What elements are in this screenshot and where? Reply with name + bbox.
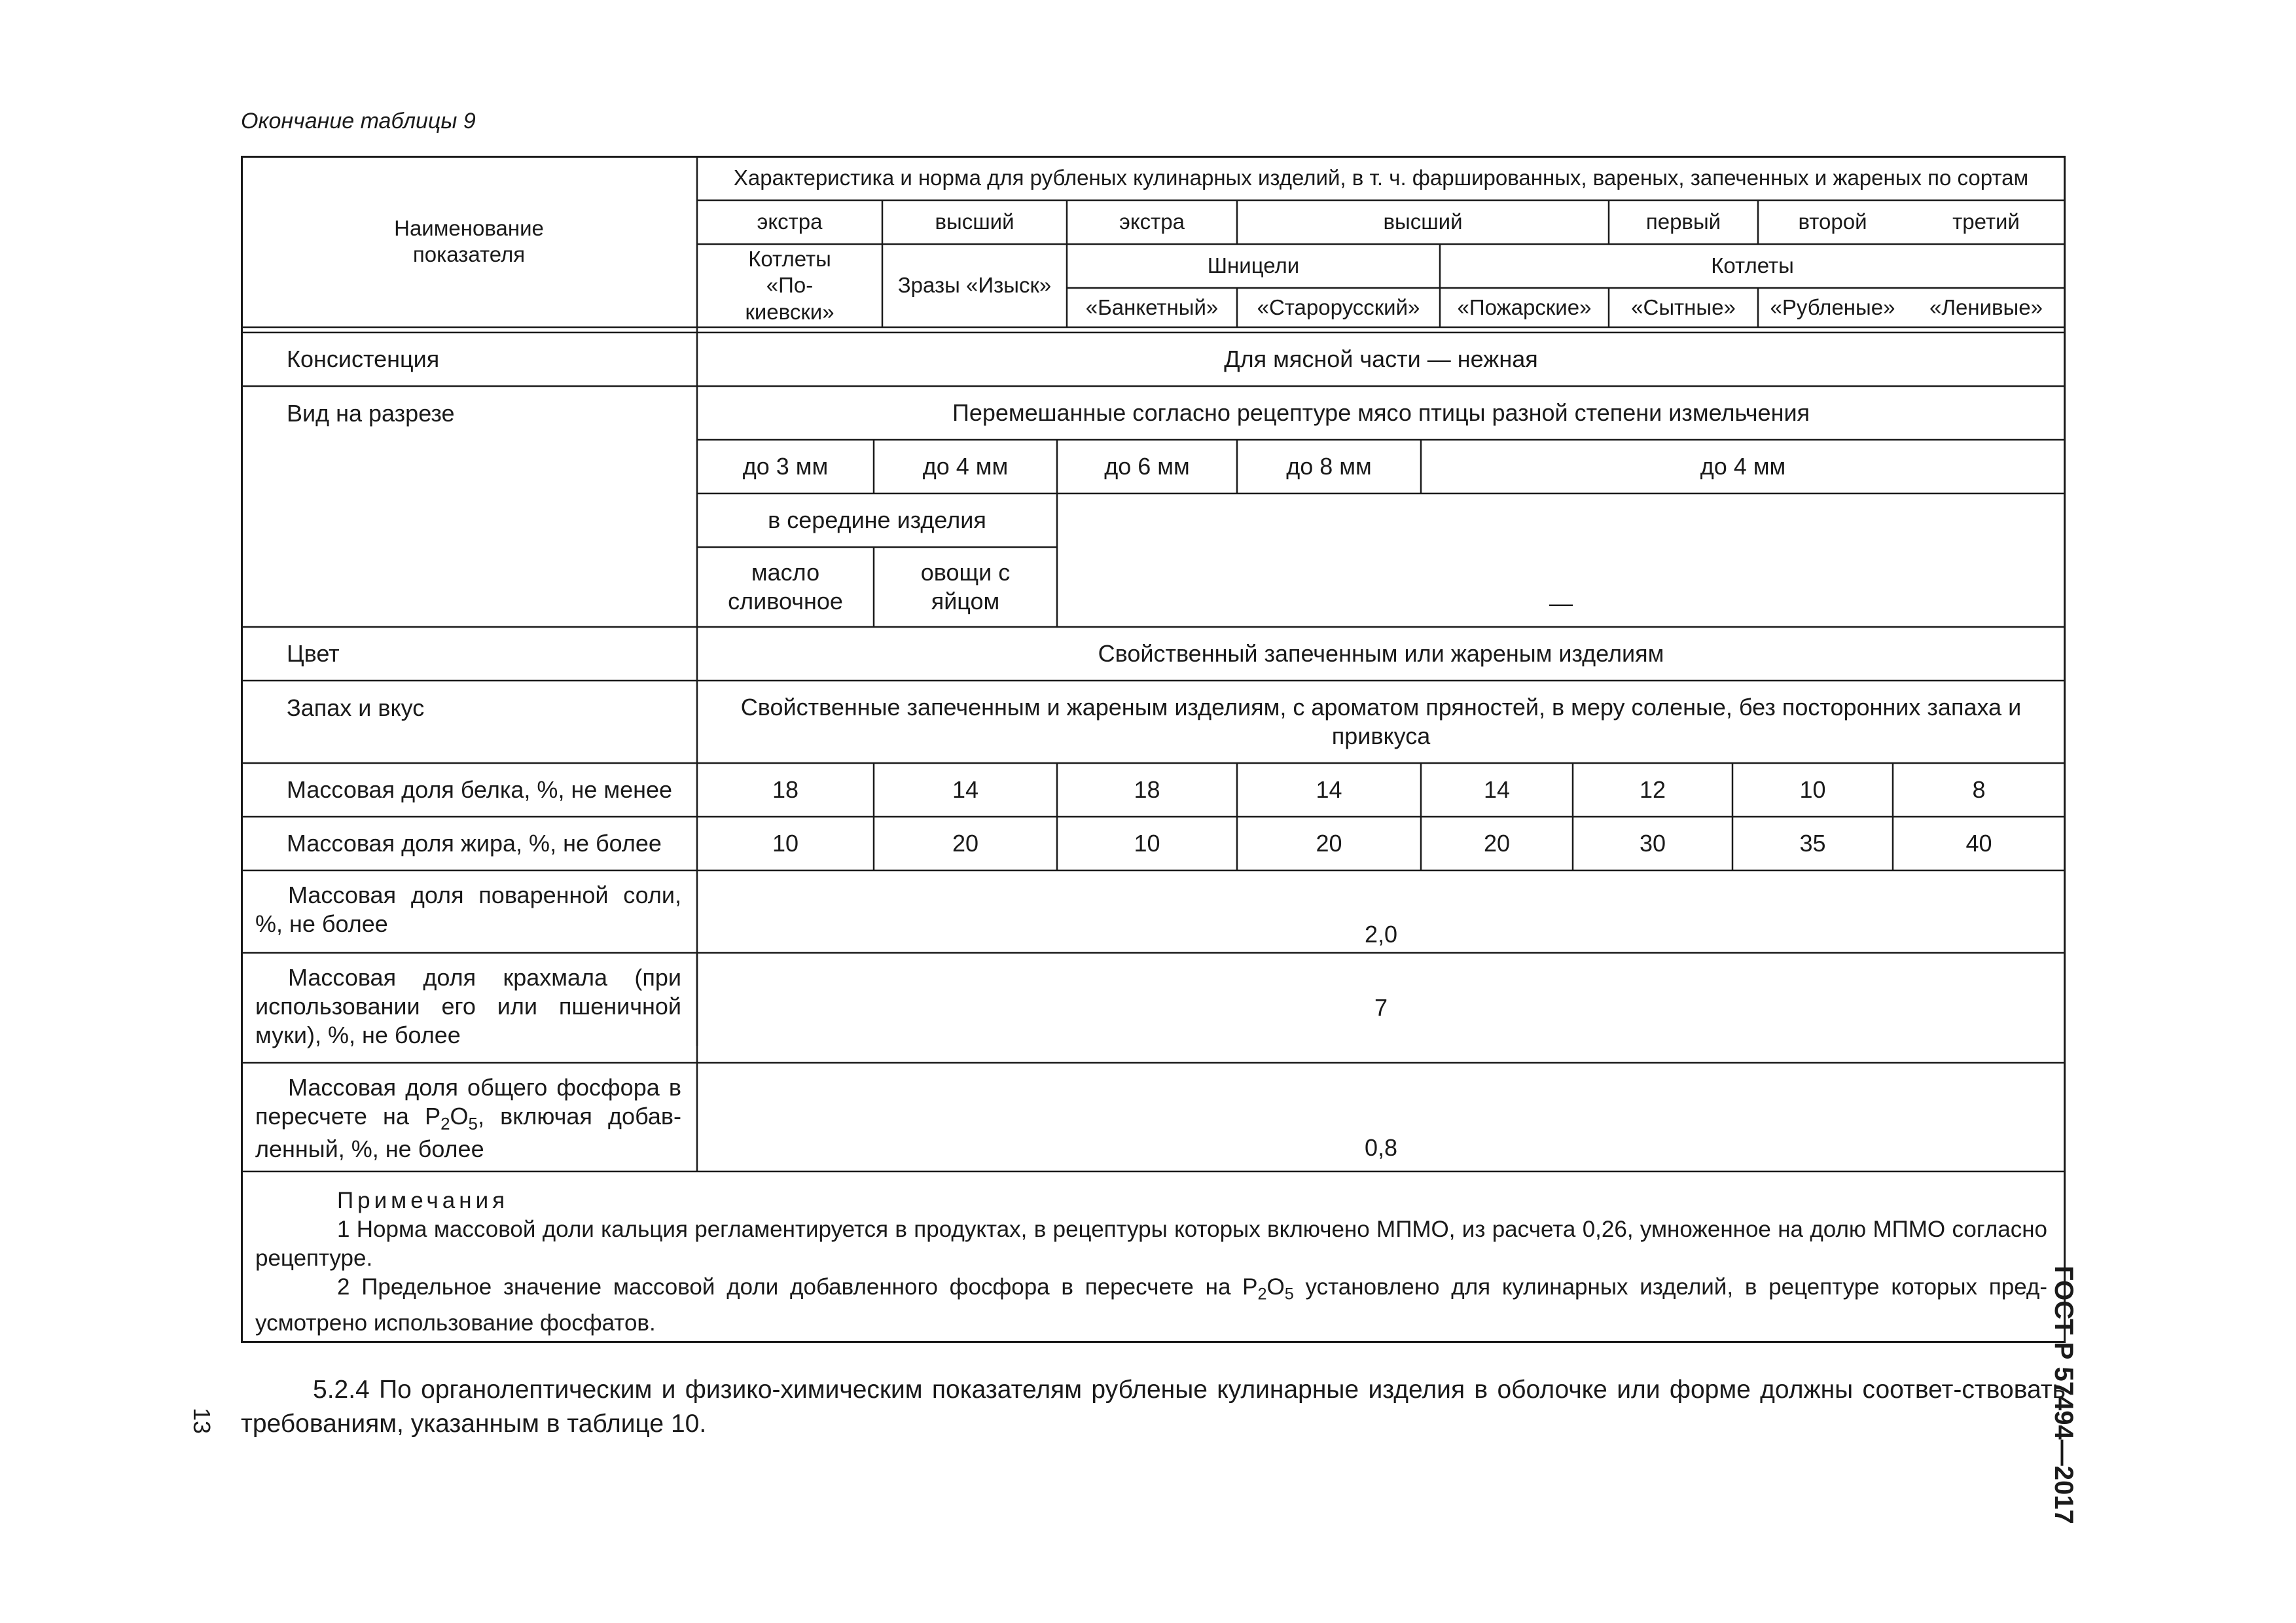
header-name-column: Наименование показателя <box>394 215 544 266</box>
fat-value: 10 <box>772 830 799 857</box>
row-color-value: Свойственный запеченным или жареным изделиям <box>1098 640 1664 668</box>
row-phosphorus-name <box>241 1063 697 1171</box>
row-cut-view-main: Перемешанные согласно рецептуре мясо птицы разной степени измельчения <box>952 399 1810 427</box>
protein-value: 14 <box>1316 776 1342 804</box>
row-phosphorus-value: 0,8 <box>1364 1134 1398 1162</box>
filling-butter: масло сливочное <box>728 559 843 615</box>
subtype-rublenye: «Рубленые» <box>1770 294 1895 319</box>
protein-value: 10 <box>1799 776 1826 804</box>
filling-vegetables: овощи с яйцом <box>920 559 1011 615</box>
protein-value: 18 <box>1134 776 1160 804</box>
subtype-sytnye: «Сытные» <box>1631 294 1736 319</box>
row-salt-name <box>241 870 697 953</box>
grade-second: второй <box>1798 209 1867 234</box>
fat-value: 40 <box>1965 830 1992 857</box>
row-consistency-value: Для мясной части — нежная <box>1224 346 1538 373</box>
row-salt-name-text: Массовая доля поваренной соли, %, не более <box>255 882 681 937</box>
fat-value: 20 <box>1316 830 1342 857</box>
product-shnitseli: Шницели <box>1207 253 1300 278</box>
protein-value: 12 <box>1639 776 1666 804</box>
grade-higher-1: высший <box>935 209 1014 234</box>
fat-value: 20 <box>952 830 979 857</box>
row-cut-view-name: Вид на разрезе <box>287 400 455 427</box>
row-starch-value: 7 <box>1374 994 1388 1022</box>
size-6mm: до 6 мм <box>1104 453 1190 480</box>
size-4mm: до 4 мм <box>922 453 1009 480</box>
middle-of-product: в середине изделия <box>768 507 986 534</box>
row-consistency-name: Консистенция <box>287 346 440 373</box>
size-3mm: до 3 мм <box>742 453 829 480</box>
table-9 <box>241 156 2066 1343</box>
note-2 <box>255 1273 2047 1338</box>
header-spanning: Характеристика и норма для рубленых кулинарных изделий, в т. ч. фаршированных, вареных, запеченных и жареных по сортам <box>733 165 2029 190</box>
protein-value: 14 <box>1483 776 1511 804</box>
note-1: 1 Норма массовой доли кальция регламентируется в продуктах, в рецептуры которых включено МПМО, из расчета 0,26, умноженное на долю МПМО согласно рецептуре. <box>255 1217 2047 1271</box>
phos-text-c: , включая добав-ленный, %, не более <box>255 1102 681 1163</box>
subtype-pozharskie: «Пожарские» <box>1457 294 1592 319</box>
note-2-text-b: O <box>1266 1274 1285 1300</box>
grade-first: первый <box>1645 209 1721 234</box>
phos-text-b: O <box>450 1102 469 1130</box>
row-salt-value: 2,0 <box>1364 921 1398 948</box>
table-notes <box>255 1186 2047 1338</box>
row-starch-name-text: Массовая доля крахмала (при использовании его или пшеничной муки), %, не более <box>255 964 681 1048</box>
subtype-banketny: «Банкетный» <box>1085 294 1219 319</box>
table-caption: Окончание таблицы 9 <box>241 109 476 134</box>
fat-value: 20 <box>1483 830 1511 857</box>
grade-extra-1: экстра <box>757 209 823 234</box>
note-2-sub-2: 5 <box>1284 1285 1294 1304</box>
fat-value: 30 <box>1639 830 1666 857</box>
subtype-starorussky: «Старорусский» <box>1257 294 1420 319</box>
protein-value: 14 <box>952 776 979 804</box>
row-starch-name <box>241 953 697 1063</box>
grade-higher-2: высший <box>1383 209 1463 234</box>
phos-sub-1: 2 <box>440 1115 450 1133</box>
row-smell-value: Свойственные запеченным и жареным изделиям, с ароматом пряностей, в меру соленые, без посторонних запаха и привкуса <box>740 694 2022 749</box>
row-protein-name: Массовая доля белка, %, не менее <box>287 776 673 804</box>
subtype-lenivye: «Ленивые» <box>1929 294 2043 319</box>
note-2-sub-1: 2 <box>1257 1285 1267 1304</box>
note-2-text-a: 2 Предельное значение массовой доли добавленного фосфора в пересчете на P <box>337 1274 1258 1300</box>
page-number: 13 <box>188 1407 216 1435</box>
fat-value: 10 <box>1134 830 1160 857</box>
size-4mm-rest: до 4 мм <box>1700 453 1786 480</box>
row-fat-name: Массовая доля жира, %, не более <box>287 830 662 857</box>
grade-third: третий <box>1952 209 2020 234</box>
row-color-name: Цвет <box>287 640 340 668</box>
protein-value: 18 <box>772 776 799 804</box>
paragraph-5-2-4: 5.2.4 По органолептическим и физико-химическим показателям рубленые кулинарные изделия в оболочке или форме должны соответ-ствовать требованиям, указанным в таблице 10. <box>241 1376 2066 1438</box>
size-8mm: до 8 мм <box>1286 453 1372 480</box>
protein-value: 8 <box>1972 776 1986 804</box>
product-kotlety: Котлеты <box>1711 253 1794 278</box>
phos-text-a: Массовая доля общего фосфора в пересчете на P <box>255 1074 681 1130</box>
product-zrazy: Зразы «Изыск» <box>897 273 1052 298</box>
standard-designation: ГОСТ Р 57494—2017 <box>2049 1266 2078 1524</box>
product-kotlety-kiev: Котлеты «По-киевски» <box>745 247 834 324</box>
grade-extra-2: экстра <box>1119 209 1185 234</box>
filling-dash: — <box>1549 590 1573 617</box>
fat-value: 35 <box>1799 830 1826 857</box>
note-2-text-c: установлено для кулинарных изделий, в рецептуре которых пред-усмотрено использование фосфатов. <box>255 1274 2047 1336</box>
row-smell-name: Запах и вкус <box>287 694 425 721</box>
phos-sub-2: 5 <box>468 1115 478 1133</box>
notes-title: Примечания <box>337 1188 509 1213</box>
